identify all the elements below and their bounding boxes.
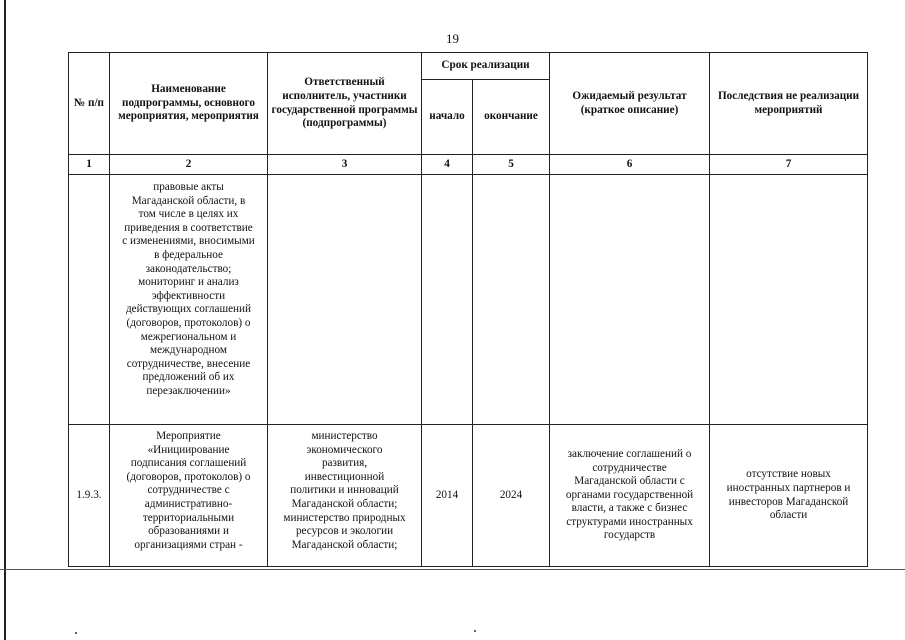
cell-text-line: власти, а также с бизнес [571,502,688,515]
cell-text-line: административно- [144,497,233,510]
cell-text-line: Мероприятие [156,430,221,442]
cell-text-line: области [769,509,808,522]
header-col-responsible: Ответственный исполнитель, участники государственной программы (подпрограммы) [268,53,422,155]
cell-text-line: сотрудничестве [592,461,667,474]
row-end [473,175,550,425]
scan-left-edge [4,0,6,640]
cell-text-line: развития, [321,457,368,470]
cell-text-line: мониторинг и анализ [138,276,239,289]
cell-text-line: политики и инноваций [290,484,399,497]
cell-text-line: международном [149,344,228,357]
row-name [110,425,268,567]
column-index: 2 [110,155,268,175]
column-index-row [69,155,868,175]
cell-text-line: межрегиональном и [140,330,237,343]
cell-text-line: организациями стран - [134,538,243,551]
header-row-1 [69,53,868,80]
header-col-end: окончание [473,80,550,155]
column-index: 3 [268,155,422,175]
cell-text-line: экономического [306,443,383,456]
cell-text-line: Магаданской области; [291,538,398,551]
table-row [69,425,868,567]
cell-text-line: органами государственной [565,488,694,501]
header-col-result: Ожидаемый результат (краткое описание) [550,53,710,155]
row-result [550,425,710,567]
row-consequences [710,175,868,425]
cell-text-line: образованиями и [148,525,229,538]
scan-speck [75,632,77,634]
cell-text-line: том числе в целях их [138,208,239,221]
cell-text-line: эффективности [151,289,226,302]
cell-text-line: с изменениями, вносимыми [122,235,255,248]
column-index: 7 [710,155,868,175]
header-col-num: № п/п [69,53,110,155]
cell-text-line: министерство природных [283,511,406,524]
page-number: 19 [446,31,459,46]
cell-text-line: отсутствие новых [746,468,831,481]
cell-text-line: действующих соглашений [125,303,251,316]
program-table [68,52,868,567]
cell-text-line: инвесторов Магаданской [728,495,849,508]
cell-text-line: иностранных партнеров и [726,481,851,494]
cell-text-line: «Инициирование [147,443,230,456]
cell-text-line: сотрудничестве, внесение [126,357,251,370]
row-number [69,175,110,425]
row-result [550,175,710,425]
cell-text-line: территориальными [142,511,235,524]
cell-text-line: подписания соглашений [130,457,247,470]
cell-text-line: приведения в соответствие [124,221,253,234]
cell-text-line: сотрудничестве с [147,484,230,497]
column-index: 6 [550,155,710,175]
column-index: 5 [473,155,550,175]
header-col-consequences: Последствия не реализации мероприятий [710,53,868,155]
cell-text-line: в федеральное [154,248,223,261]
table-row [69,175,868,425]
cell-text-line: предложений об их [142,371,235,384]
cell-text-line: правовые акты [153,181,224,193]
cell-text-line: Магаданской области, в [131,194,246,207]
row-start: 2014 [422,425,473,567]
cell-text-line: Магаданской области; [291,497,398,510]
row-responsible [268,425,422,567]
row-name [110,175,268,425]
row-consequences [710,425,868,567]
row-end: 2024 [473,425,550,567]
header-col-start: начало [422,80,473,155]
row-start [422,175,473,425]
page-fold-line [0,569,905,570]
header-col-name: Наименование подпрограммы, основного мероприятия, мероприятия [110,53,268,155]
cell-text-line: законодательство; [145,262,232,275]
cell-text-line: заключение соглашений о [567,447,692,460]
cell-text-line: перезаключении» [146,384,231,397]
cell-text-line: ресурсов и экологии [295,525,394,538]
cell-text-line: (договоров, протоколов) о [126,316,251,329]
scan-speck [474,630,476,632]
cell-text-line: структурами иностранных [566,515,693,528]
cell-text-line: инвестиционной [304,470,385,483]
cell-text-line: министерство [311,430,378,442]
cell-text-line: Магаданской области с [574,475,685,488]
row-number: 1.9.3. [69,425,110,567]
header-col-period: Срок реализации [422,53,550,80]
cell-text-line: (договоров, протоколов) о [126,470,251,483]
column-index: 1 [69,155,110,175]
column-index: 4 [422,155,473,175]
row-responsible [268,175,422,425]
cell-text-line: государств [603,529,656,542]
